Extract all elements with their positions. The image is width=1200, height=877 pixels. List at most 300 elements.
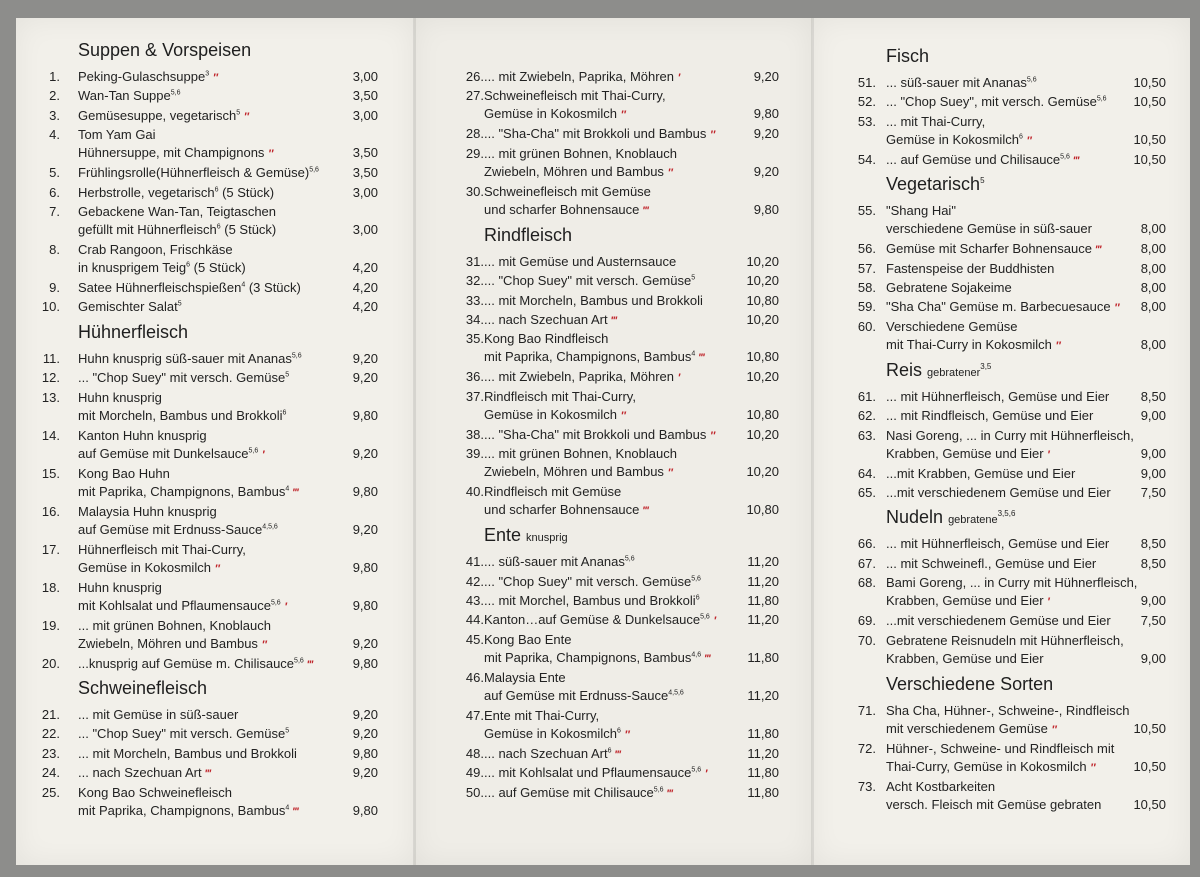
item-price: 9,20	[352, 765, 378, 781]
item-text: verschiedene Gemüse in süß-sauer	[886, 221, 1092, 237]
item-text: mit Paprika, Champignons, Bambus	[484, 649, 692, 665]
chili-icon: ″	[624, 728, 629, 741]
item-number: 21.	[41, 707, 60, 722]
item-description	[78, 369, 289, 387]
item-text: Crab Rangoon, Frischkäse	[78, 242, 233, 257]
chili-icon: ″	[620, 109, 625, 122]
item-description-line	[886, 202, 1092, 220]
item-description-line	[886, 260, 1054, 278]
item-description-line	[78, 483, 297, 502]
chili-icon: ″	[620, 409, 625, 422]
item-text: Gebratene Reisnudeln mit Hühnerfleisch,	[886, 632, 1124, 648]
item-price: 11,80	[747, 649, 779, 665]
item-number: 73.	[857, 778, 876, 794]
allergen-note: 5,6	[1096, 96, 1107, 104]
item-description	[484, 784, 671, 803]
item-number: 13.	[41, 389, 60, 405]
section-title	[78, 322, 188, 343]
allergen-note: 5	[236, 109, 241, 117]
item-text: auf Gemüse mit Erdnuss-Sauce	[78, 521, 263, 537]
allergen-note: 4	[691, 351, 696, 359]
section-title-text: Vegetarisch	[886, 174, 981, 195]
item-number: 48.	[465, 745, 484, 761]
item-description-line	[78, 427, 264, 445]
item-description-line	[78, 465, 297, 483]
item-description-line	[484, 125, 714, 144]
item-description-line	[78, 706, 238, 724]
item-description	[886, 113, 1031, 150]
item-description-line	[78, 407, 286, 425]
allergen-note: 5	[980, 176, 985, 186]
chili-icon: ′	[261, 448, 264, 461]
item-description	[78, 541, 246, 578]
item-description-line	[484, 707, 629, 725]
item-text: ... mit Gemüse in süß-sauer	[78, 707, 239, 722]
chili-icon: ‴	[292, 486, 298, 499]
item-description-line	[484, 483, 647, 501]
chili-icon: ″	[212, 72, 218, 84]
allergen-note: 5,6	[624, 555, 635, 563]
item-number: 3.	[49, 107, 60, 123]
allergen-note: 3,5,6	[997, 509, 1016, 519]
item-number: 20.	[41, 655, 60, 671]
item-quantity: (3 Stück)	[245, 280, 301, 295]
item-quantity: (5 Stück)	[218, 184, 275, 200]
item-description	[78, 579, 286, 616]
chili-icon: ‴	[643, 204, 648, 217]
item-description	[886, 279, 1012, 297]
item-text: ... mit grünen Bohnen, Knoblauch	[484, 446, 677, 462]
item-price: 10,20	[746, 369, 779, 385]
chili-icon: ″	[268, 148, 273, 161]
item-description	[78, 126, 272, 163]
item-description-line	[484, 784, 671, 803]
item-number: 25.	[41, 784, 60, 800]
item-description-line	[78, 802, 297, 821]
item-number: 61.	[857, 388, 876, 404]
item-text: mit Thai-Curry in Kokosmilch	[886, 336, 1052, 352]
item-price: 10,80	[746, 406, 779, 422]
item-price: 9,80	[753, 106, 779, 122]
item-price: 4,20	[352, 260, 378, 275]
item-description-line	[484, 330, 703, 348]
item-text: ... "Chop Suey" mit versch. Gemüse	[78, 370, 286, 386]
item-description-line	[78, 369, 289, 387]
item-description-line	[886, 632, 1124, 650]
item-number: 51.	[857, 75, 876, 90]
item-description	[886, 778, 1101, 814]
item-price: 3,00	[352, 222, 378, 237]
item-description	[78, 87, 180, 105]
allergen-note: 6	[607, 747, 612, 755]
item-description-line	[78, 298, 182, 316]
item-description-line	[78, 350, 302, 368]
item-text: Sha Cha, Hühner-, Schweine-, Rindfleisch	[886, 702, 1130, 718]
item-text: Hühner-, Schweine- und Rindfleisch mit	[886, 740, 1115, 756]
item-text: Malaysia Ente	[484, 669, 566, 685]
item-description	[886, 202, 1092, 238]
allergen-note: 5	[177, 301, 182, 309]
item-description	[886, 151, 1078, 170]
item-description-line	[78, 655, 312, 674]
item-price: 10,20	[746, 312, 779, 327]
item-quantity: (5 Stück)	[220, 222, 277, 237]
item-text: ... mit Schweinefl., Gemüse und Eier	[886, 555, 1097, 571]
item-description	[886, 388, 1109, 406]
item-text: Rindfleisch mit Thai-Curry,	[484, 388, 636, 404]
item-description	[78, 503, 278, 539]
item-text: ... süß-sauer mit Ananas	[484, 554, 625, 570]
item-description	[886, 555, 1096, 573]
item-description-line	[886, 388, 1109, 406]
item-number: 55.	[857, 203, 876, 219]
item-price: 7,50	[1140, 485, 1166, 500]
item-price: 11,20	[747, 687, 779, 703]
item-text: ... mit Rindfleisch, Gemüse und Eier	[886, 408, 1094, 424]
item-text: Fastenspeise der Buddhisten	[886, 260, 1055, 276]
chili-icon: ′	[1047, 596, 1049, 609]
item-price: 10,20	[746, 253, 779, 269]
item-description-line	[78, 597, 286, 616]
item-description	[484, 68, 679, 87]
section-title-text: Rindfleisch	[484, 224, 573, 245]
chili-icon: ′	[677, 72, 680, 84]
item-description-line	[484, 406, 636, 425]
chili-icon: ′	[677, 372, 680, 385]
item-price: 3,50	[352, 165, 378, 181]
item-text: Zwiebeln, Möhren und Bambus	[484, 464, 664, 480]
item-text: ... mit Hühnerfleisch, Gemüse und Eier	[886, 536, 1110, 552]
item-description	[886, 465, 1075, 483]
item-text: ... mit Zwiebeln, Paprika, Möhren	[484, 69, 675, 84]
allergen-note: 5,6	[170, 90, 181, 98]
item-text: ... nach Szechuan Art	[484, 745, 608, 761]
item-description-line	[78, 579, 286, 597]
item-text: Kanton…auf Gemüse & Dunkelsauce	[484, 612, 701, 628]
allergen-note: 6	[1018, 133, 1023, 141]
item-description-line	[484, 388, 636, 406]
allergen-note: 4,5,6	[262, 523, 278, 531]
item-description-line	[78, 725, 289, 743]
item-price: 11,80	[747, 765, 779, 781]
item-description-line	[886, 555, 1096, 573]
allergen-note: 3	[205, 70, 210, 78]
item-number: 40.	[465, 484, 484, 500]
item-text: ... "Chop Suey" mit versch. Gemüse	[78, 726, 286, 742]
section-title-text: Fisch	[886, 46, 930, 66]
item-description-line	[78, 784, 297, 802]
chili-icon: ″	[710, 429, 715, 442]
item-text: Thai-Curry, Gemüse in Kokosmilch	[886, 758, 1087, 774]
item-number: 70.	[857, 632, 876, 648]
item-description	[484, 145, 677, 182]
item-description-line	[886, 758, 1114, 777]
item-description	[78, 784, 297, 821]
chili-icon: ″	[667, 166, 672, 179]
chili-icon: ‴	[205, 768, 210, 781]
allergen-note: 6	[186, 261, 191, 269]
item-price: 9,00	[1140, 593, 1166, 609]
item-text: Acht Kostbarkeiten	[886, 778, 996, 794]
item-text: Kong Bao Huhn	[78, 465, 170, 481]
item-price: 9,00	[1140, 465, 1166, 481]
item-description-line	[886, 740, 1114, 758]
section-title-text: Suppen & Vorspeisen	[78, 40, 252, 60]
item-price: 11,80	[747, 593, 779, 608]
item-text: Krabben, Gemüse und Eier	[886, 593, 1044, 609]
item-description-line	[484, 764, 706, 783]
chili-icon: ‴	[615, 748, 620, 761]
item-description	[78, 184, 274, 202]
item-description	[484, 125, 714, 144]
item-text: ...mit Krabben, Gemüse und Eier	[886, 465, 1076, 481]
item-description-line	[78, 559, 246, 578]
item-text: ... süß-sauer mit Ananas	[886, 75, 1027, 90]
item-description	[484, 553, 635, 571]
item-text: ... "Sha-Cha" mit Brokkoli und Bambus	[484, 426, 707, 442]
chili-icon: ′	[713, 615, 716, 628]
item-description-line	[484, 292, 703, 310]
item-number: 43.	[465, 593, 484, 608]
item-number: 56.	[857, 241, 876, 257]
item-description	[78, 68, 217, 87]
item-description-line	[78, 221, 276, 239]
item-text: Gemüse in Kokosmilch	[484, 106, 617, 122]
item-number: 7.	[49, 204, 60, 219]
item-text: Kong Bao Rindfleisch	[484, 331, 609, 347]
item-description	[886, 407, 1093, 425]
allergen-note: 6	[695, 594, 700, 602]
item-text: Gemüse in Kokosmilch	[78, 559, 211, 575]
item-number: 4.	[49, 127, 60, 143]
chili-icon: ′	[1047, 448, 1049, 461]
item-description-line	[886, 279, 1012, 297]
item-description	[484, 368, 679, 387]
item-price: 11,20	[747, 612, 779, 628]
chili-icon: ″	[261, 638, 266, 651]
item-text: Kanton Huhn knusprig	[78, 427, 207, 443]
item-text: Gemüse in Kokosmilch	[484, 725, 617, 741]
item-text: in knusprigem Teig	[78, 260, 187, 275]
item-number: 49.	[465, 765, 484, 781]
item-description	[484, 669, 684, 705]
item-description-line	[484, 145, 677, 163]
item-price: 10,20	[746, 426, 779, 442]
item-text: auf Gemüse mit Erdnuss-Sauce	[484, 687, 669, 703]
section-title	[886, 46, 929, 67]
item-text: mit Kohlsalat und Pflaumensauce	[78, 597, 271, 613]
item-text: Huhn knusprig	[78, 389, 162, 405]
item-price: 11,20	[747, 745, 779, 761]
item-number: 58.	[857, 280, 876, 295]
item-description-line	[78, 635, 271, 654]
item-description-line	[78, 126, 272, 144]
item-price: 3,00	[352, 69, 378, 84]
item-price: 11,20	[747, 554, 779, 570]
allergen-note: 5	[285, 728, 290, 736]
item-description-line	[886, 778, 1101, 796]
item-price: 9,00	[1140, 408, 1166, 424]
item-description-line	[886, 318, 1060, 336]
menu-panel-left	[16, 18, 414, 865]
item-description-line	[484, 553, 635, 571]
item-description-line	[886, 113, 1031, 131]
item-description-line	[78, 521, 278, 539]
item-description	[78, 427, 264, 464]
item-description	[484, 87, 666, 124]
item-text: Wan-Tan Suppe	[78, 88, 171, 104]
item-text: Verschiedene Gemüse	[886, 318, 1018, 334]
item-description-line	[886, 407, 1093, 425]
item-price: 9,80	[352, 407, 378, 423]
item-price: 9,20	[352, 726, 378, 742]
section-title-text: Schweinefleisch	[78, 678, 208, 698]
item-text: ... "Sha-Cha" mit Brokkoli und Bambus	[484, 126, 707, 142]
allergen-note: 4	[285, 485, 290, 493]
menu-panel-right	[812, 18, 1190, 865]
chili-icon: ″	[1051, 723, 1056, 736]
item-price: 9,20	[352, 707, 378, 722]
item-text: Zwiebeln, Möhren und Bambus	[484, 163, 664, 179]
item-description	[886, 260, 1054, 278]
item-description	[78, 764, 209, 783]
item-number: 69.	[857, 613, 876, 629]
item-text: ...mit verschiedenem Gemüse und Eier	[886, 485, 1111, 500]
item-number: 68.	[857, 575, 876, 591]
item-description	[78, 617, 271, 654]
item-text: und scharfer Bohnensauce	[484, 502, 640, 518]
item-text: ... mit Morcheln, Bambus und Brokkoli	[484, 292, 703, 308]
item-number: 35.	[465, 331, 484, 347]
item-price: 9,80	[352, 655, 378, 671]
item-text: "Shang Hai"	[886, 203, 956, 219]
section-title	[886, 174, 985, 195]
chili-icon: ″	[710, 129, 715, 142]
fold-line	[413, 18, 416, 865]
item-description-line	[78, 87, 180, 105]
item-description-line	[78, 279, 301, 297]
item-description-line	[886, 240, 1100, 259]
item-price: 9,20	[352, 370, 378, 386]
allergen-note: 6	[616, 727, 621, 735]
item-price: 9,80	[753, 201, 779, 217]
item-description	[484, 764, 706, 783]
item-text: mit Paprika, Champignons, Bambus	[78, 483, 286, 499]
item-number: 37.	[465, 388, 484, 404]
item-number: 64.	[857, 465, 876, 481]
item-description	[484, 631, 709, 668]
item-description-line	[78, 107, 248, 126]
item-price: 9,80	[352, 745, 378, 761]
item-number: 44.	[465, 612, 484, 628]
item-description	[78, 655, 312, 674]
item-description-line	[484, 745, 619, 764]
item-description	[886, 632, 1124, 668]
item-text: Gemüse in Kokosmilch	[484, 406, 617, 422]
item-text: und scharfer Bohnensauce	[484, 201, 640, 217]
item-description	[886, 318, 1060, 355]
item-price: 8,00	[1140, 280, 1166, 295]
item-description-line	[886, 445, 1134, 464]
item-number: 62.	[857, 408, 876, 424]
chili-icon: ″	[243, 110, 249, 123]
item-description	[78, 706, 238, 724]
allergen-note: 5,6	[1026, 76, 1037, 84]
item-price: 8,00	[1140, 221, 1166, 237]
chili-icon: ‴	[667, 787, 672, 800]
chili-icon: ″	[667, 467, 672, 480]
item-description-line	[78, 445, 264, 464]
item-text: ...knusprig auf Gemüse m. Chilisauce	[78, 655, 295, 671]
item-number: 31.	[465, 253, 484, 269]
item-number: 27.	[465, 88, 484, 104]
item-description-line	[484, 501, 647, 520]
item-description	[78, 465, 297, 502]
item-price: 8,00	[1140, 260, 1166, 276]
item-description	[484, 272, 695, 290]
item-description	[886, 535, 1109, 553]
item-number: 17.	[41, 541, 60, 557]
item-price: 3,50	[352, 145, 378, 161]
item-number: 57.	[857, 260, 876, 276]
item-price: 10,20	[746, 273, 779, 289]
item-text: ...mit verschiedenem Gemüse und Eier	[886, 613, 1111, 629]
item-description	[484, 573, 701, 591]
section-title-text: Nudeln	[886, 507, 944, 528]
item-price: 10,20	[746, 464, 779, 480]
item-description-line	[484, 253, 676, 271]
item-price: 10,50	[1133, 758, 1166, 774]
item-description	[78, 241, 246, 277]
section-title-text: Verschiedene Sorten	[886, 673, 1054, 694]
item-description-line	[484, 725, 629, 744]
item-description-line	[78, 241, 246, 259]
item-description	[484, 183, 651, 220]
item-description-line	[484, 631, 709, 649]
section-title	[886, 674, 1053, 695]
item-description-line	[886, 151, 1078, 170]
chili-icon: ‴	[643, 505, 648, 518]
item-text: Frühlingsrolle(Hühnerfleisch & Gemüse)	[78, 165, 310, 181]
menu-panel-middle	[414, 18, 812, 865]
item-text: "Sha Cha" Gemüse m. Barbecuesauce	[886, 299, 1111, 315]
item-number: 60.	[857, 318, 876, 334]
item-description	[484, 311, 615, 330]
item-number: 30.	[465, 183, 484, 199]
section-title	[886, 507, 1015, 528]
allergen-note: 5,6	[691, 766, 702, 774]
item-description-line	[484, 669, 684, 687]
item-description-line	[78, 541, 246, 559]
item-description	[886, 612, 1111, 630]
item-description	[78, 279, 301, 297]
section-title-text: Hühnerfleisch	[78, 321, 189, 342]
chili-icon: ‴	[292, 805, 298, 818]
item-number: 6.	[49, 184, 60, 200]
item-text: mit verschiedenem Gemüse	[886, 720, 1048, 736]
allergen-note: 5,6	[700, 614, 710, 622]
item-description	[78, 745, 297, 763]
item-number: 59.	[857, 299, 876, 315]
item-description-line	[78, 745, 297, 763]
item-price: 8,00	[1140, 299, 1166, 315]
item-description-line	[78, 203, 276, 221]
item-text: Schweinefleisch mit Gemüse	[484, 183, 651, 199]
item-description-line	[484, 463, 677, 482]
item-number: 15.	[41, 465, 60, 481]
item-description-line	[484, 368, 679, 387]
item-description-line	[484, 445, 677, 463]
